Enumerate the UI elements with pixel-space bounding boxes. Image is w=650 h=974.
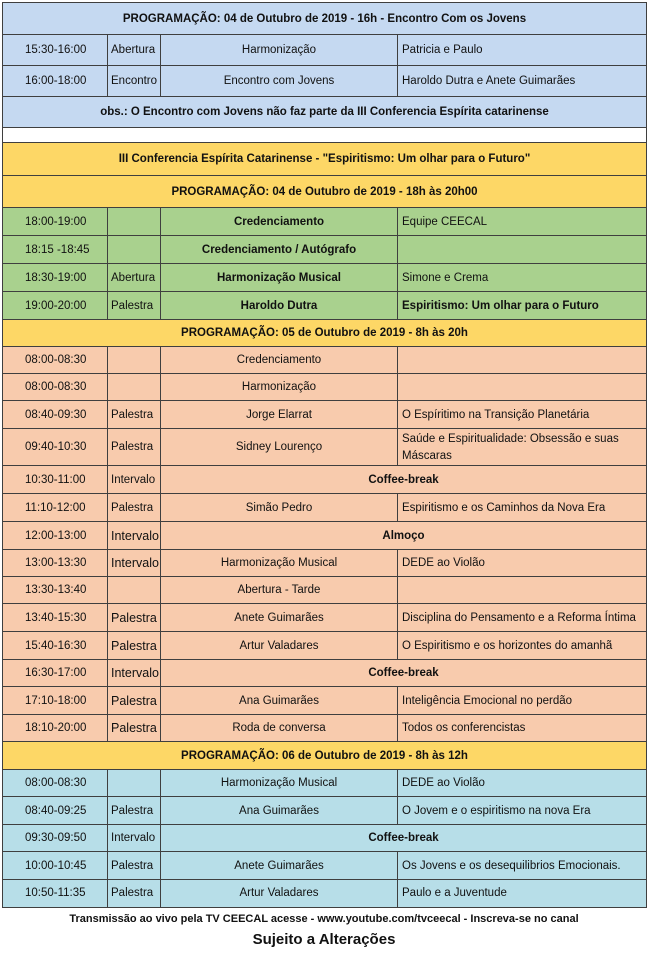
table-row (2, 549, 646, 577)
info-cell: Simone e Crema (397, 263, 647, 293)
time-cell: 18:30-19:00 (2, 263, 108, 293)
title-cell: Ana Guimarães (160, 686, 398, 716)
table-row (2, 686, 646, 715)
title-cell: Abertura - Tarde (160, 576, 398, 605)
time-cell: 08:00-08:30 (2, 346, 108, 375)
section1-header-row (2, 2, 646, 35)
title-cell: Artur Valadares (160, 879, 398, 908)
title-cell: Credenciamento (160, 207, 398, 237)
title-cell: Credenciamento / Autógrafo (160, 235, 398, 265)
type-cell: Palestra (107, 796, 161, 826)
table-row (2, 34, 646, 66)
time-cell: 08:40-09:25 (2, 796, 108, 826)
time-cell: 16:00-18:00 (2, 65, 108, 98)
type-cell: Palestra (107, 291, 161, 321)
info-cell: O Jovem e o espiritismo na nova Era (397, 796, 647, 826)
title-cell: Anete Guimarães (160, 851, 398, 881)
time-cell: 09:40-10:30 (2, 428, 108, 467)
table-row (2, 631, 646, 660)
type-cell: Intervalo (107, 824, 161, 853)
info-cell (397, 576, 647, 605)
disclaimer: Sujeito a Alterações (252, 931, 396, 948)
info-cell (397, 373, 647, 402)
time-cell: 10:00-10:45 (2, 851, 108, 881)
title-cell: Artur Valadares (160, 631, 398, 661)
time-cell: 08:00-08:30 (2, 373, 108, 402)
title-cell: Simão Pedro (160, 493, 398, 523)
section3-header: PROGRAMAÇÃO: 05 de Outubro de 2019 - 8h às 20h (2, 319, 647, 348)
type-cell (107, 373, 161, 402)
info-cell: Os Jovens e os desequilibrios Emocionais. (397, 851, 647, 881)
time-cell: 08:40-09:30 (2, 400, 108, 430)
break-cell: Coffee-break (160, 824, 647, 853)
title-cell: Roda de conversa (160, 714, 398, 743)
title-cell: Harmonização Musical (160, 263, 398, 293)
table-row (2, 769, 646, 797)
time-cell: 13:30-13:40 (2, 576, 108, 605)
info-cell: Saúde e Espiritualidade: Obsessão e suas Máscaras (397, 428, 647, 467)
info-cell: Inteligência Emocional no perdão (397, 686, 647, 716)
table-row (2, 373, 646, 401)
table-row (2, 521, 646, 550)
table-row (2, 851, 646, 880)
table-row (2, 576, 646, 604)
info-cell: Paulo e a Juventude (397, 879, 647, 908)
type-cell: Palestra (107, 400, 161, 430)
table-row (2, 346, 646, 374)
table-row (2, 879, 646, 907)
table-row (2, 603, 646, 632)
type-cell: Palestra (107, 686, 161, 716)
conference-title: III Conferencia Espírita Catarinense - "Espiritismo: Um olhar para o Futuro" (2, 142, 647, 177)
type-cell (107, 769, 161, 798)
type-cell: Intervalo (107, 549, 161, 578)
type-cell (107, 207, 161, 237)
section2-header-row (2, 175, 646, 208)
title-cell: Credenciamento (160, 346, 398, 375)
info-cell: DEDE ao Violão (397, 769, 647, 798)
section2-header: PROGRAMAÇÃO: 04 de Outubro de 2019 - 18h às 20h00 (2, 175, 647, 209)
time-cell: 18:10-20:00 (2, 714, 108, 743)
type-cell (107, 235, 161, 265)
type-cell: Palestra (107, 879, 161, 908)
conference-title-row (2, 142, 646, 176)
type-cell: Intervalo (107, 659, 161, 688)
time-cell: 13:40-15:30 (2, 603, 108, 633)
info-cell: Equipe CEECAL (397, 207, 647, 237)
title-cell: Jorge Elarrat (160, 400, 398, 430)
info-cell (397, 346, 647, 375)
info-cell: Todos os conferencistas (397, 714, 647, 743)
table-row (2, 263, 646, 292)
info-cell: Disciplina do Pensamento e a Reforma Íntima (397, 603, 647, 633)
title-cell: Sidney Lourenço (160, 428, 398, 467)
time-cell: 10:50-11:35 (2, 879, 108, 908)
section4-header-row (2, 741, 646, 770)
table-row (2, 207, 646, 236)
type-cell (107, 576, 161, 605)
time-cell: 15:30-16:00 (2, 34, 108, 67)
type-cell: Palestra (107, 851, 161, 881)
time-cell: 12:00-13:00 (2, 521, 108, 551)
section1-note: obs.: O Encontro com Jovens não faz parte da III Conferencia Espírita catarinense (2, 96, 647, 129)
type-cell: Intervalo (107, 465, 161, 495)
type-cell: Abertura (107, 34, 161, 67)
title-cell: Harmonização Musical (160, 769, 398, 798)
table-row (2, 659, 646, 687)
section4-header: PROGRAMAÇÃO: 06 de Outubro de 2019 - 8h às 12h (2, 741, 647, 771)
type-cell: Palestra (107, 603, 161, 633)
table-row (2, 65, 646, 97)
table-row (2, 235, 646, 264)
type-cell: Abertura (107, 263, 161, 293)
broadcast-line: Transmissão ao vivo pela TV CEECAL acesse - www.youtube.com/tvceecal - Inscreva-se no canal (69, 913, 579, 925)
type-cell: Palestra (107, 714, 161, 743)
table-row (2, 465, 646, 494)
time-cell: 13:00-13:30 (2, 549, 108, 578)
speaker-cell: Patricia e Paulo (397, 34, 647, 67)
section3-header-row (2, 319, 646, 347)
table-row (2, 796, 646, 825)
table-row (2, 493, 646, 522)
table-row (2, 400, 646, 429)
speaker-cell: Haroldo Dutra e Anete Guimarães (397, 65, 647, 98)
type-cell: Palestra (107, 493, 161, 523)
title-cell: Harmonização (160, 373, 398, 402)
time-cell: 17:10-18:00 (2, 686, 108, 716)
spacer-row (2, 127, 646, 143)
info-cell: O Espíritimo na Transição Planetária (397, 400, 647, 430)
title-cell: Harmonização Musical (160, 549, 398, 578)
time-cell: 15:40-16:30 (2, 631, 108, 661)
time-cell: 11:10-12:00 (2, 493, 108, 523)
time-cell: 19:00-20:00 (2, 291, 108, 321)
table-row (2, 824, 646, 852)
time-cell: 16:30-17:00 (2, 659, 108, 688)
type-cell: Palestra (107, 631, 161, 661)
info-cell: O Espiritismo e os horizontes do amanhã (397, 631, 647, 661)
title-cell: Encontro com Jovens (160, 65, 398, 98)
title-cell: Harmonização (160, 34, 398, 67)
time-cell: 10:30-11:00 (2, 465, 108, 495)
info-cell: Espiritismo e os Caminhos da Nova Era (397, 493, 647, 523)
break-cell: Coffee-break (160, 659, 647, 688)
title-cell: Anete Guimarães (160, 603, 398, 633)
table-row (2, 428, 646, 466)
section1-note-row (2, 96, 646, 128)
info-cell: Espiritismo: Um olhar para o Futuro (397, 291, 647, 321)
time-cell: 08:00-08:30 (2, 769, 108, 798)
title-cell: Ana Guimarães (160, 796, 398, 826)
title-cell: Haroldo Dutra (160, 291, 398, 321)
section1-header: PROGRAMAÇÃO: 04 de Outubro de 2019 - 16h - Encontro Com os Jovens (2, 2, 647, 36)
table-row (2, 714, 646, 742)
table-row (2, 291, 646, 320)
time-cell: 09:30-09:50 (2, 824, 108, 853)
type-cell: Palestra (107, 428, 161, 467)
info-cell (397, 235, 647, 265)
break-cell: Coffee-break (160, 465, 647, 495)
time-cell: 18:00-19:00 (2, 207, 108, 237)
type-cell: Intervalo (107, 521, 161, 551)
break-cell: Almoço (160, 521, 647, 551)
type-cell (107, 346, 161, 375)
info-cell: DEDE ao Violão (397, 549, 647, 578)
time-cell: 18:15 -18:45 (2, 235, 108, 265)
type-cell: Encontro (107, 65, 161, 98)
